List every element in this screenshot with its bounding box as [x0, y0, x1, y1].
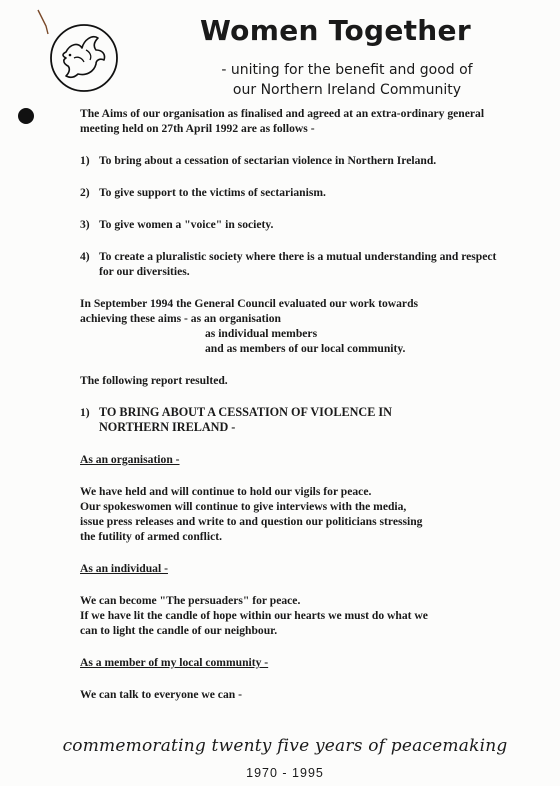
tagline-line: - uniting for the benefit and good of	[221, 62, 473, 78]
subheading-community: As a member of my local community -	[80, 656, 269, 669]
paragraph-line: the futility of armed conflict.	[80, 530, 222, 543]
subheading-organisation: As an organisation -	[80, 453, 180, 466]
paragraph-line: If we have lit the candle of hope within our hearts we must do what we	[80, 609, 428, 622]
section-number: 1)	[80, 406, 90, 419]
evaluation-line: In September 1994 the General Council evaluated our work towards	[80, 297, 419, 310]
aim-text: To give support to the victims of sectarianism.	[99, 186, 326, 199]
paragraph-line: Our spokeswomen will continue to give interviews with the media,	[80, 500, 407, 513]
paragraph-line: can to light the candle of our neighbour.	[80, 624, 278, 637]
tagline-line: our Northern Ireland Community	[232, 82, 462, 98]
punch-hole	[18, 108, 34, 124]
page-title: Women Together	[200, 14, 471, 47]
report-intro: The following report resulted.	[80, 374, 228, 387]
dove-logo-icon	[46, 20, 122, 96]
aim-number: 3)	[80, 218, 90, 231]
subheading-individual: As an individual -	[80, 562, 168, 575]
section-heading-line: TO BRING ABOUT A CESSATION OF VIOLENCE IN	[99, 405, 392, 419]
section-heading	[80, 405, 500, 435]
commemoration-text: commemorating twenty five years of peacemaking	[62, 736, 508, 756]
evaluation-paragraph	[80, 296, 500, 356]
aim-item	[80, 217, 500, 232]
paragraph-line: We can become "The persuaders" for peace.	[80, 594, 301, 607]
aim-number: 1)	[80, 154, 90, 167]
document-body	[80, 106, 500, 702]
section-heading-line: NORTHERN IRELAND -	[99, 420, 236, 434]
organisation-paragraph	[80, 484, 500, 544]
aim-number: 2)	[80, 186, 90, 199]
paragraph-line: We can talk to everyone we can -	[80, 688, 242, 701]
aim-item	[80, 249, 500, 279]
aim-text: To give women a "voice" in society.	[99, 218, 274, 231]
evaluation-line: and as members of our local community.	[205, 342, 406, 355]
paragraph-line: issue press releases and write to and question our politicians stressing	[80, 515, 423, 528]
aim-item	[80, 185, 500, 200]
aim-item	[80, 153, 500, 168]
paragraph-line: We have held and will continue to hold our vigils for peace.	[80, 485, 372, 498]
individual-paragraph	[80, 593, 500, 638]
years-range: 1970 - 1995	[246, 766, 324, 780]
aim-text: To create a pluralistic society where there is a mutual understanding and respect for our diversities.	[99, 250, 497, 278]
evaluation-line: as individual members	[205, 327, 318, 340]
aim-number: 4)	[80, 250, 90, 263]
aim-text: To bring about a cessation of sectarian violence in Northern Ireland.	[99, 154, 437, 167]
tagline	[197, 60, 497, 100]
section-heading-text	[99, 405, 500, 435]
evaluation-line: achieving these aims - as an organisation	[80, 312, 281, 325]
intro-paragraph: The Aims of our organisation as finalised and agreed at an extra-ordinary general meeting held on 27th April 1992 are as follows -	[80, 107, 485, 135]
